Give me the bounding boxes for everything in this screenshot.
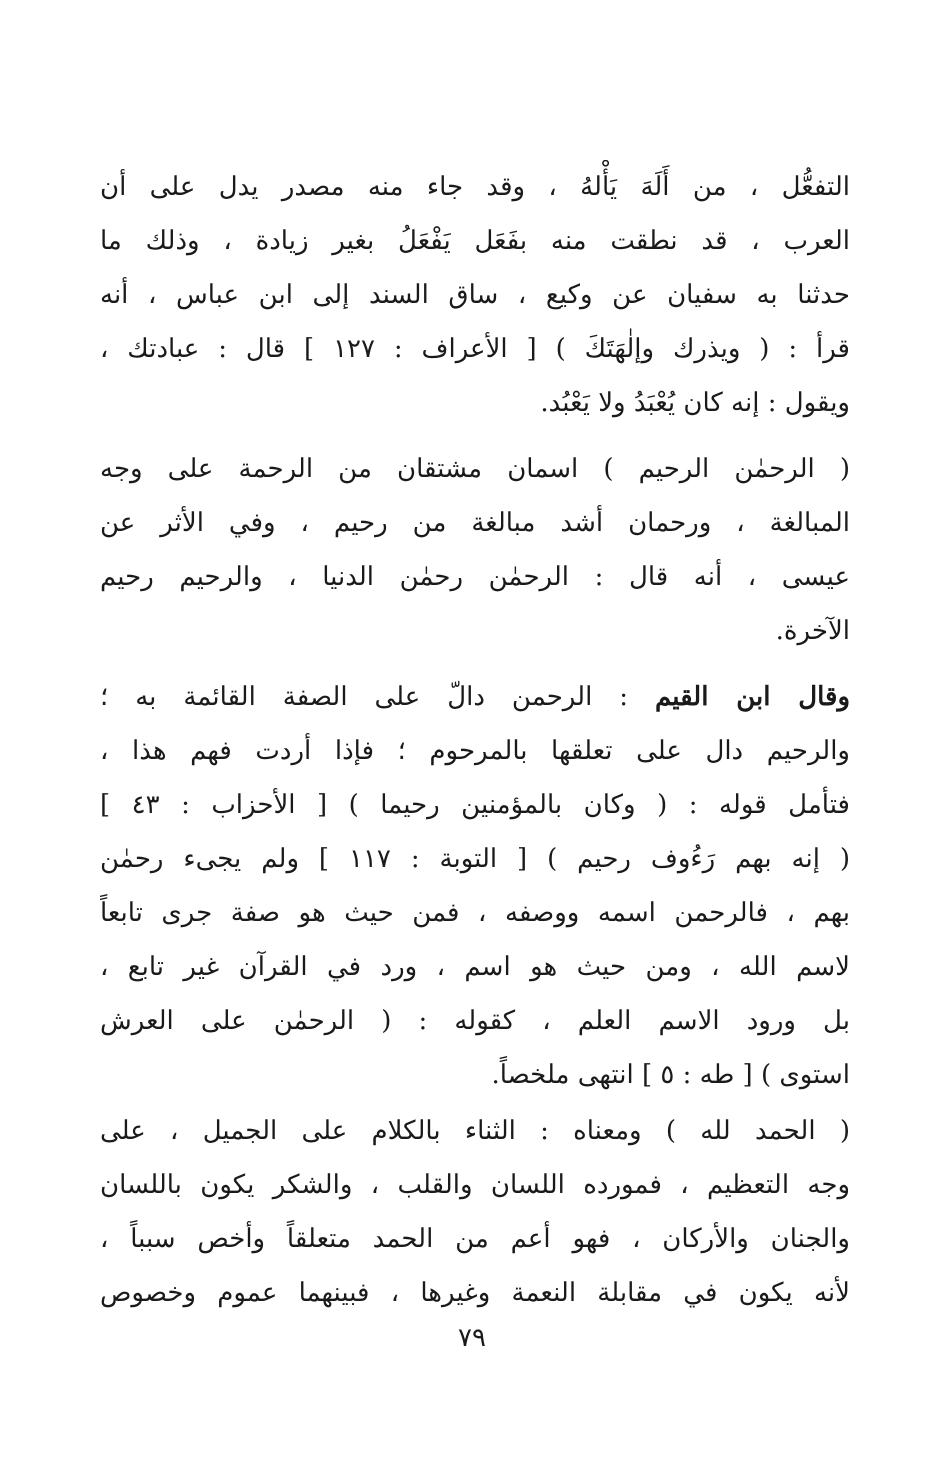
paragraph-line: عيسى ، أنه قال : الرحمٰن رحمٰن الدنيا ، والرحيم رحيم xyxy=(100,562,850,592)
paragraph-line: استوى ) [ طه : ٥ ] انتهى ملخصاً. xyxy=(491,1060,850,1090)
paragraph-line: الآخرة. xyxy=(775,616,850,646)
paragraph-line-with-lead xyxy=(100,670,850,724)
paragraph-1 xyxy=(100,160,850,430)
paragraph-line: المبالغة ، ورحمان أشد مبالغة من رحيم ، وفي الأثر عن xyxy=(100,508,850,538)
paragraph-line: ( الرحمٰن الرحيم ) اسمان مشتقان من الرحمة على وجه xyxy=(100,454,850,484)
paragraph-2 xyxy=(100,442,850,658)
paragraph-line: لاسم الله ، ومن حيث هو اسم ، ورد في القرآن غير تابع ، xyxy=(100,952,850,982)
paragraph-line: والرحيم دال على تعلقها بالمرحوم ؛ فإذا أردت فهم هذا ، xyxy=(100,736,850,766)
paragraph-line: ( إنه بهم رَءُوف رحيم ) [ التوبة : ١١٧ ] ولم يجىء رحمٰن xyxy=(100,844,850,874)
paragraph-line: بل ورود الاسم العلم ، كقوله : ( الرحمٰن على العرش xyxy=(100,1006,850,1036)
paragraph-line: حدثنا به سفيان عن وكيع ، ساق السند إلى ابن عباس ، أنه xyxy=(100,280,850,310)
paragraph-line: لأنه يكون في مقابلة النعمة وغيرها ، فبينهما عموم وخصوص xyxy=(100,1278,850,1308)
paragraph-3 xyxy=(100,670,850,1102)
paragraph-line: ويقول : إنه كان يُعْبَدُ ولا يَعْبُد. xyxy=(540,388,850,418)
paragraph-line: وجه التعظيم ، فمورده اللسان والقلب ، والشكر يكون باللسان xyxy=(100,1170,850,1200)
paragraph-line: فتأمل قوله : ( وكان بالمؤمنين رحيما ) [ الأحزاب : ٤٣ ] xyxy=(100,790,850,820)
paragraph-line: العرب ، قد نطقت منه بفَعَل يَفْعَلُ بغير زيادة ، وذلك ما xyxy=(100,226,850,256)
paragraph-line: قرأ : ( ويذرك وإلٰهَتَكَ ) [ الأعراف : ١٢٧ ] قال : عبادتك ، xyxy=(100,334,850,364)
paragraph-line: ( الحمد لله ) ومعناه : الثناء بالكلام على الجميل ، على xyxy=(100,1116,850,1146)
paragraph-line-rest: : الرحمن دالّ على الصفة القائمة به ؛ xyxy=(100,682,629,712)
paragraph-4 xyxy=(100,1104,850,1320)
paragraph-lead: وقال ابن القيم xyxy=(655,682,850,712)
paragraph-line: والجنان والأركان ، فهو أعم من الحمد متعلقاً وأخص سبباً ، xyxy=(100,1224,850,1254)
paragraph-line: بهم ، فالرحمن اسمه ووصفه ، فمن حيث هو صفة جرى تابعاً xyxy=(100,898,850,928)
page-number: ٧٩ xyxy=(458,1323,486,1353)
paragraph-line: التفعُّل ، من أَلَهَ يَأْلهُ ، وقد جاء منه مصدر يدل على أن xyxy=(100,172,850,202)
